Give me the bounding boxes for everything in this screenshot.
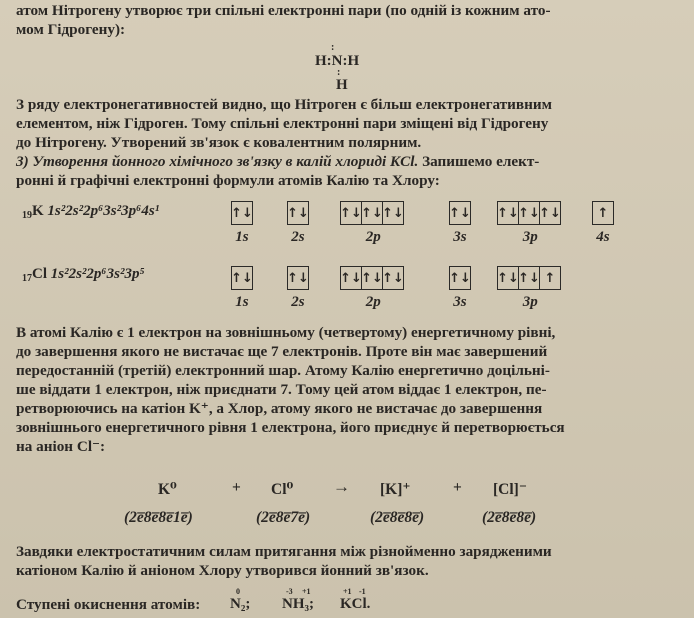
potassium-orbital-box-4s — [592, 201, 614, 225]
para2-line-6: зовнішнього енергетичного рівня 1 електрона, його приєднує й перетворюється — [16, 419, 565, 436]
eq-k-plus: [K]⁺ — [380, 481, 411, 498]
eq-shell-k-ion: (2e̅8e̅8e̅) — [370, 509, 425, 526]
para1-line-1: З ряду електронегативностей видно, що Нітроген є більш електронегативним — [16, 96, 552, 113]
electron-pair-cell: ↑↓ — [519, 202, 540, 224]
section3-rest: Запишемо елект- — [418, 153, 540, 170]
electron-pair-cell: ↑↓ — [231, 270, 253, 286]
orbital-label: 3s — [453, 229, 467, 245]
potassium-orbital-box-3p — [497, 201, 561, 225]
para2-line-1: В атомі Калію є 1 електрон на зовнішньому (четвертому) енергетичному рівні, — [16, 324, 556, 341]
eq-arrow: → — [333, 477, 350, 496]
chlorine-formula — [22, 266, 145, 284]
para3-line-1: Завдяки електростатичним силам притягання між різнойменно зарядженими — [16, 543, 552, 560]
ox-n-in-nh3: -3 — [286, 587, 293, 596]
lewis-bottom-dots: : — [337, 67, 341, 78]
orbital-label: 2p — [365, 294, 381, 310]
chlorine-z: 17 — [22, 273, 32, 284]
ox-k-in-kcl: +1 — [343, 587, 352, 596]
orbital-label: 1s — [235, 229, 249, 245]
intro-line-1: атом Нітрогену утворює три спільні електронні пари (по одній із кожним ато- — [16, 2, 551, 19]
electron-pair-cell: ↑↓ — [498, 202, 519, 224]
electron-pair-cell: ↑↓ — [287, 270, 309, 286]
potassium-z: 19 — [22, 210, 32, 221]
potassium-formula — [22, 203, 159, 221]
chlorine-orbital-box-2p — [340, 266, 404, 290]
formula-n2: N₂; — [230, 596, 251, 612]
potassium-orbital-box-2s — [287, 201, 309, 225]
eq-k0: K⁰ — [158, 481, 177, 498]
potassium-orbital-box-1s — [231, 201, 253, 225]
para1-line-3: до Нітрогену. Утворений зв'язок є ковалентним полярним. — [16, 134, 422, 151]
chlorine-orbital-box-1s — [231, 266, 253, 290]
potassium-symbol: K — [32, 203, 44, 219]
oxidation-label: Ступені окиснення атомів: — [16, 596, 201, 613]
eq-plus-1: + — [232, 479, 241, 496]
chlorine-orbital-box-3s — [449, 266, 471, 290]
lewis-dots: : — [331, 42, 335, 53]
electron-pair-cell: ↑↓ — [341, 267, 362, 289]
electron-pair-cell: ↑ — [544, 270, 556, 286]
electron-pair-cell: ↑↓ — [231, 205, 253, 221]
eq-cl-minus: [Cl]⁻ — [493, 481, 528, 498]
section3-line-1 — [16, 153, 539, 171]
orbital-label: 4s — [596, 229, 610, 245]
electron-pair-cell: ↑ — [597, 205, 609, 221]
intro-line-2: мом Гідрогену): — [16, 21, 126, 38]
orbital-label: 2s — [291, 229, 305, 245]
chlorine-orbital-box-2s — [287, 266, 309, 290]
ox-n2: 0 — [236, 587, 240, 596]
para1-line-2: елементом, ніж Гідроген. Тому спільні електронні пари зміщені від Гідрогену — [16, 115, 549, 132]
potassium-orbital-box-3s — [449, 201, 471, 225]
electron-pair-cell: ↑↓ — [382, 270, 404, 286]
para3-line-2: катіоном Калію й аніоном Хлору утворився йонний зв'язок. — [16, 562, 429, 579]
electron-pair-cell: ↑↓ — [498, 267, 519, 289]
potassium-config: 1s²2s²2p⁶3s²3p⁶4s¹ — [47, 203, 160, 219]
chlorine-symbol: Cl — [32, 266, 47, 282]
orbital-label: 3p — [522, 229, 538, 245]
electron-pair-cell: ↑↓ — [539, 205, 561, 221]
orbital-label: 2s — [291, 294, 305, 310]
electron-pair-cell: ↑↓ — [449, 205, 471, 221]
potassium-orbital-box-2p — [340, 201, 404, 225]
chlorine-orbital-box-3p — [497, 266, 561, 290]
orbital-label: 2p — [365, 229, 381, 245]
orbital-label: 3s — [453, 294, 467, 310]
ox-cl-in-kcl: -1 — [359, 587, 366, 596]
electron-pair-cell: ↑↓ — [341, 202, 362, 224]
section3-line-2: ронні й графічні електронні формули атомів Калію та Хлору: — [16, 172, 440, 189]
electron-pair-cell: ↑↓ — [382, 205, 404, 221]
formula-kcl: KCl. — [340, 596, 371, 612]
eq-plus-2: + — [453, 479, 462, 496]
eq-shell-cl: (2e̅8e̅7e̅) — [256, 509, 311, 526]
para2-line-2: до завершення якого не вистачає ще 7 електронів. Проте він має завершений — [16, 343, 548, 360]
lewis-bottom-h: H — [336, 77, 348, 93]
eq-shell-k: (2e̅8e̅8e̅1e̅) — [124, 509, 193, 526]
chlorine-config: 1s²2s²2p⁶3s²3p⁵ — [50, 266, 145, 282]
formula-nh3: NH₃; — [282, 596, 314, 612]
eq-cl0: Cl⁰ — [271, 481, 294, 498]
orbital-label: 3p — [522, 294, 538, 310]
electron-pair-cell: ↑↓ — [519, 267, 540, 289]
para2-line-5: ретворюючись на катіон K⁺, а Хлор, атому якого не вистачає до завершення — [16, 400, 543, 417]
orbital-label: 1s — [235, 294, 249, 310]
electron-pair-cell: ↑↓ — [362, 202, 383, 224]
lewis-top-row: H:N:H — [315, 53, 360, 69]
eq-shell-cl-ion: (2e̅8e̅8e̅) — [482, 509, 537, 526]
electron-pair-cell: ↑↓ — [287, 205, 309, 221]
electron-pair-cell: ↑↓ — [449, 270, 471, 286]
ox-h-in-nh3: +1 — [302, 587, 311, 596]
section3-title: 3) Утворення йонного хімічного зв'язку в калій хлориді KCl. — [16, 153, 419, 170]
para2-line-3: передостанній (третій) електронний шар. Атому Калію енергетично доцільні- — [16, 362, 550, 379]
para2-line-4: ше віддати 1 електрон, ніж приєднати 7. Тому цей атом віддає 1 електрон, пе- — [16, 381, 547, 398]
electron-pair-cell: ↑↓ — [362, 267, 383, 289]
para2-line-7: на аніон Cl⁻: — [16, 438, 106, 455]
